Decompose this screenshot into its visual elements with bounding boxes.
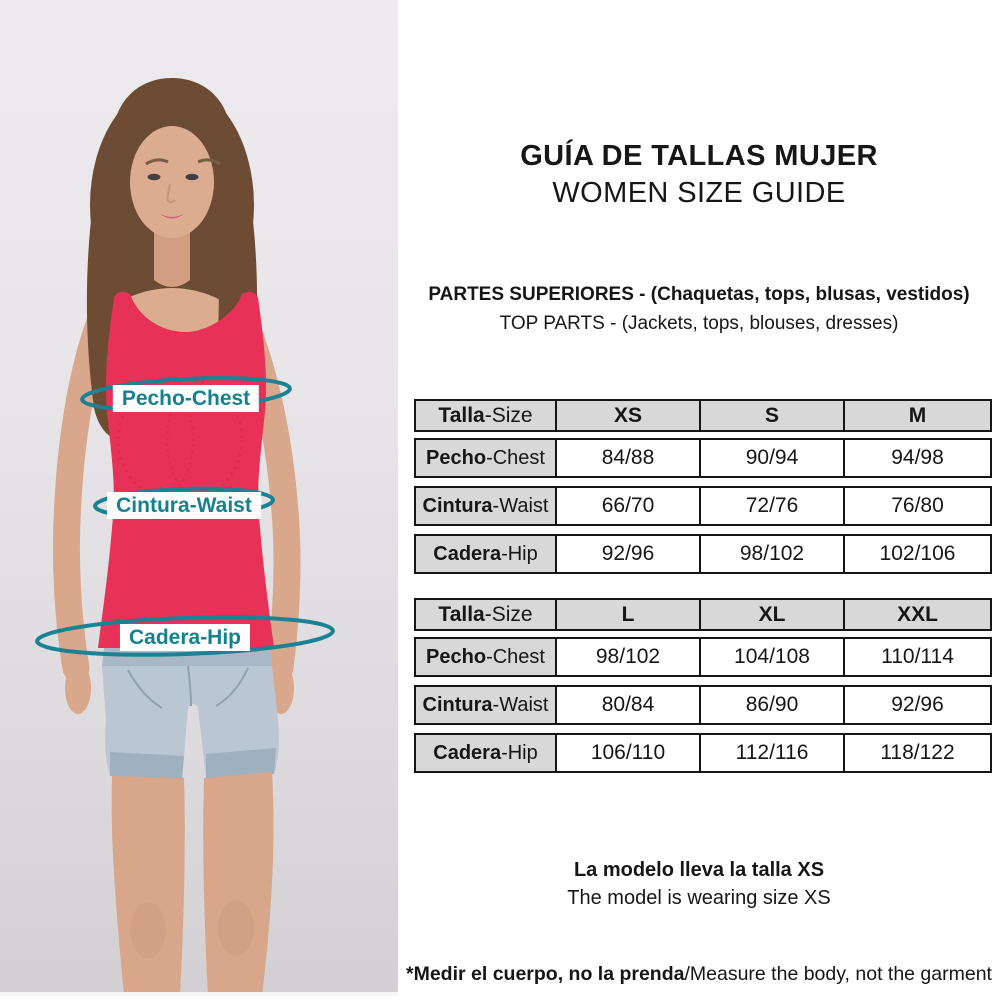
row-label: Cintura -Waist	[414, 486, 557, 526]
left-hand	[65, 662, 91, 714]
right-knee	[218, 900, 254, 956]
value-cell: 90/94	[701, 438, 845, 478]
value-cell: 72/76	[701, 486, 845, 526]
table-row-chest	[414, 637, 992, 677]
tank-top	[98, 292, 274, 648]
left-cuff	[110, 752, 184, 780]
row-label: Cintura -Waist	[414, 685, 557, 725]
model-photo	[0, 0, 398, 996]
size-header: XS	[557, 399, 701, 432]
chest-label: Pecho-Chest	[113, 385, 259, 412]
value-cell: 66/70	[557, 486, 701, 526]
row-label: Cadera -Hip	[414, 534, 557, 574]
size-header: XXL	[845, 598, 992, 631]
section-heading	[398, 280, 1000, 338]
row-label: Cadera -Hip	[414, 733, 557, 773]
table-header-row	[414, 598, 992, 631]
page-title	[398, 138, 1000, 212]
size-header: S	[701, 399, 845, 432]
hip-label: Cadera-Hip	[120, 624, 250, 651]
value-cell: 84/88	[557, 438, 701, 478]
value-cell: 98/102	[701, 534, 845, 574]
value-cell: 92/96	[845, 685, 992, 725]
measure-footnote	[398, 963, 1000, 986]
size-table-l-xl-xxl	[414, 598, 992, 781]
value-cell: 94/98	[845, 438, 992, 478]
table-header-row	[414, 399, 992, 432]
row-label: Pecho -Chest	[414, 637, 557, 677]
value-cell: 86/90	[701, 685, 845, 725]
value-cell: 80/84	[557, 685, 701, 725]
model-size-note-spanish: La modelo lleva la talla XS	[573, 859, 825, 881]
corner-cell: Talla -Size	[414, 598, 557, 631]
face	[130, 126, 214, 238]
table-row-waist	[414, 685, 992, 725]
section-spanish: PARTES SUPERIORES - (Chaquetas, tops, blusas, vestidos)	[428, 284, 970, 305]
value-cell: 98/102	[557, 637, 701, 677]
table-row-hip	[414, 534, 992, 574]
right-eye	[186, 174, 199, 180]
value-cell: 110/114	[845, 637, 992, 677]
size-header: M	[845, 399, 992, 432]
value-cell: 92/96	[557, 534, 701, 574]
waist-label: Cintura-Waist	[107, 492, 261, 519]
table-row-chest	[414, 438, 992, 478]
model-size-note	[398, 856, 1000, 912]
table-row-hip	[414, 733, 992, 773]
value-cell: 102/106	[845, 534, 992, 574]
footnote-spanish: *Medir el cuerpo, no la prenda	[406, 963, 685, 985]
value-cell: 106/110	[557, 733, 701, 773]
row-label: Pecho -Chest	[414, 438, 557, 478]
section-english: TOP PARTS - (Jackets, tops, blouses, dresses)	[499, 313, 899, 334]
corner-cell: Talla -Size	[414, 399, 557, 432]
title-spanish: GUÍA DE TALLAS MUJER	[520, 140, 878, 172]
left-eye	[148, 174, 161, 180]
value-cell: 104/108	[701, 637, 845, 677]
footnote-english: /Measure the body, not the garment	[684, 963, 992, 985]
photo-bottom-strip	[0, 992, 398, 996]
table-row-waist	[414, 486, 992, 526]
left-knee	[130, 902, 166, 958]
model-size-note-english: The model is wearing size XS	[567, 887, 831, 909]
value-cell: 118/122	[845, 733, 992, 773]
left-leg	[112, 776, 185, 996]
right-leg	[203, 772, 273, 996]
size-table-xs-s-m	[414, 399, 992, 582]
size-header: L	[557, 598, 701, 631]
value-cell: 112/116	[701, 733, 845, 773]
title-english: WOMEN SIZE GUIDE	[552, 177, 846, 209]
value-cell: 76/80	[845, 486, 992, 526]
size-header: XL	[701, 598, 845, 631]
